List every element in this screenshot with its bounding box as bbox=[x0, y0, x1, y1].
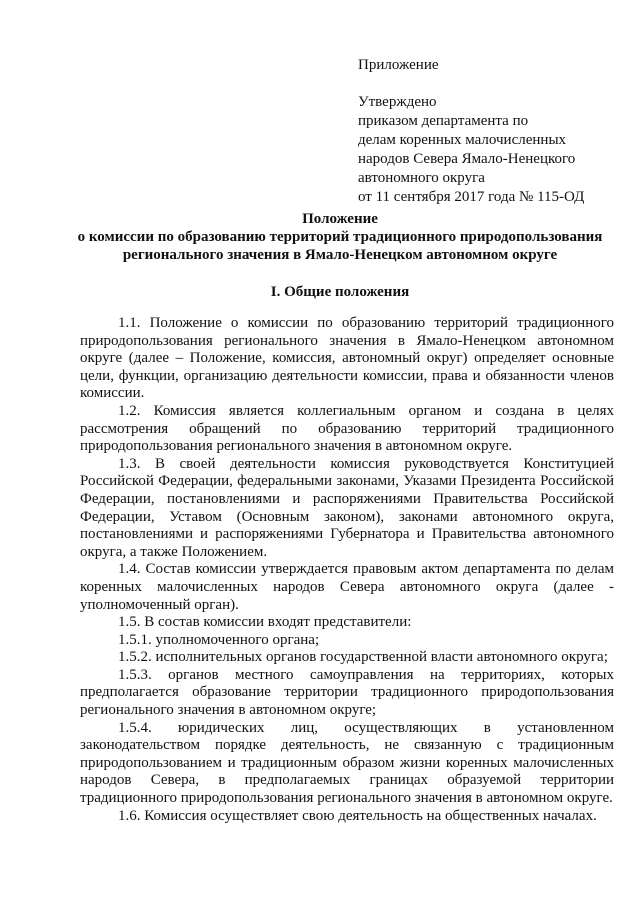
title-line: регионального значения в Ямало-Ненецком автономном округе bbox=[122, 247, 558, 263]
approval-line: автономного округа bbox=[358, 170, 485, 186]
paragraph-1-5-4: 1.5.4. юридических лиц, осуществляющих в установленном законодательством порядке деятельность, не связанную с традиционным природопользованием и традиционным образом жизни коренных малочисленных народов Севера, в предполагаемых границах образуемой территории традиционного природопользования регионального значения в автономном округе. bbox=[80, 719, 614, 807]
approval-line: народов Севера Ямало-Ненецкого bbox=[358, 151, 576, 167]
title-line: о комиссии по образованию территорий традиционного природопользования bbox=[77, 229, 603, 245]
paragraph-1-1: 1.1. Положение о комиссии по образованию территорий традиционного природопользования регионального значения в Ямало-Ненецком автономном округе (далее – Положение, комиссия, автономный округ) определяет основные цели, функции, организацию деятельности комиссии, права и обязанности членов комиссии. bbox=[80, 315, 614, 402]
paragraph-1-5-2: 1.5.2. исполнительных органов государственной власти автономного округа; bbox=[118, 649, 608, 666]
paragraph-1-4: 1.4. Состав комиссии утверждается правовым актом департамента по делам коренных малочисленных народов Севера автономного округа (далее - уполномоченный орган). bbox=[80, 561, 614, 613]
approval-block bbox=[358, 56, 628, 207]
paragraph-1-5: 1.5. В состав комиссии входят представители: bbox=[118, 614, 412, 631]
document-title bbox=[40, 210, 640, 264]
section-heading: I. Общие положения bbox=[270, 284, 410, 300]
paragraph-1-3: 1.3. В своей деятельности комиссия руководствуется Конституцией Российской Федерации, федеральными законами, Указами Президента Российской Федерации, постановлениями и распоряжениями Правительства Российской Федерации, Уставом (Основным законом), законами автономного округа, постановлениями и распоряжениями Губернатора и Правительства автономного округа, а также Положением. bbox=[80, 455, 614, 560]
paragraph-1-5-3: 1.5.3. органов местного самоуправления на территориях, которых предполагается образование территории традиционного природопользования регионального значения в автономном округе; bbox=[80, 666, 614, 719]
paragraph-1-6: 1.6. Комиссия осуществляет свою деятельность на общественных началах. bbox=[118, 807, 597, 824]
paragraph-1-5-1: 1.5.1. уполномоченного органа; bbox=[118, 631, 320, 648]
document-body bbox=[80, 315, 614, 825]
approval-line: делам коренных малочисленных bbox=[358, 132, 567, 148]
paragraph-1-2: 1.2. Комиссия является коллегиальным органом и создана в целях рассмотрения обращений по образованию территорий традиционного природопользования регионального значения в автономном округе. bbox=[80, 402, 614, 455]
title-line: Положение bbox=[302, 211, 378, 227]
approval-line: Утверждено bbox=[358, 94, 437, 110]
approval-date-line: от 11 сентября 2017 года № 115-ОД bbox=[358, 189, 585, 205]
approval-line: приказом департамента по bbox=[358, 113, 529, 129]
appendix-label: Приложение bbox=[358, 57, 439, 73]
